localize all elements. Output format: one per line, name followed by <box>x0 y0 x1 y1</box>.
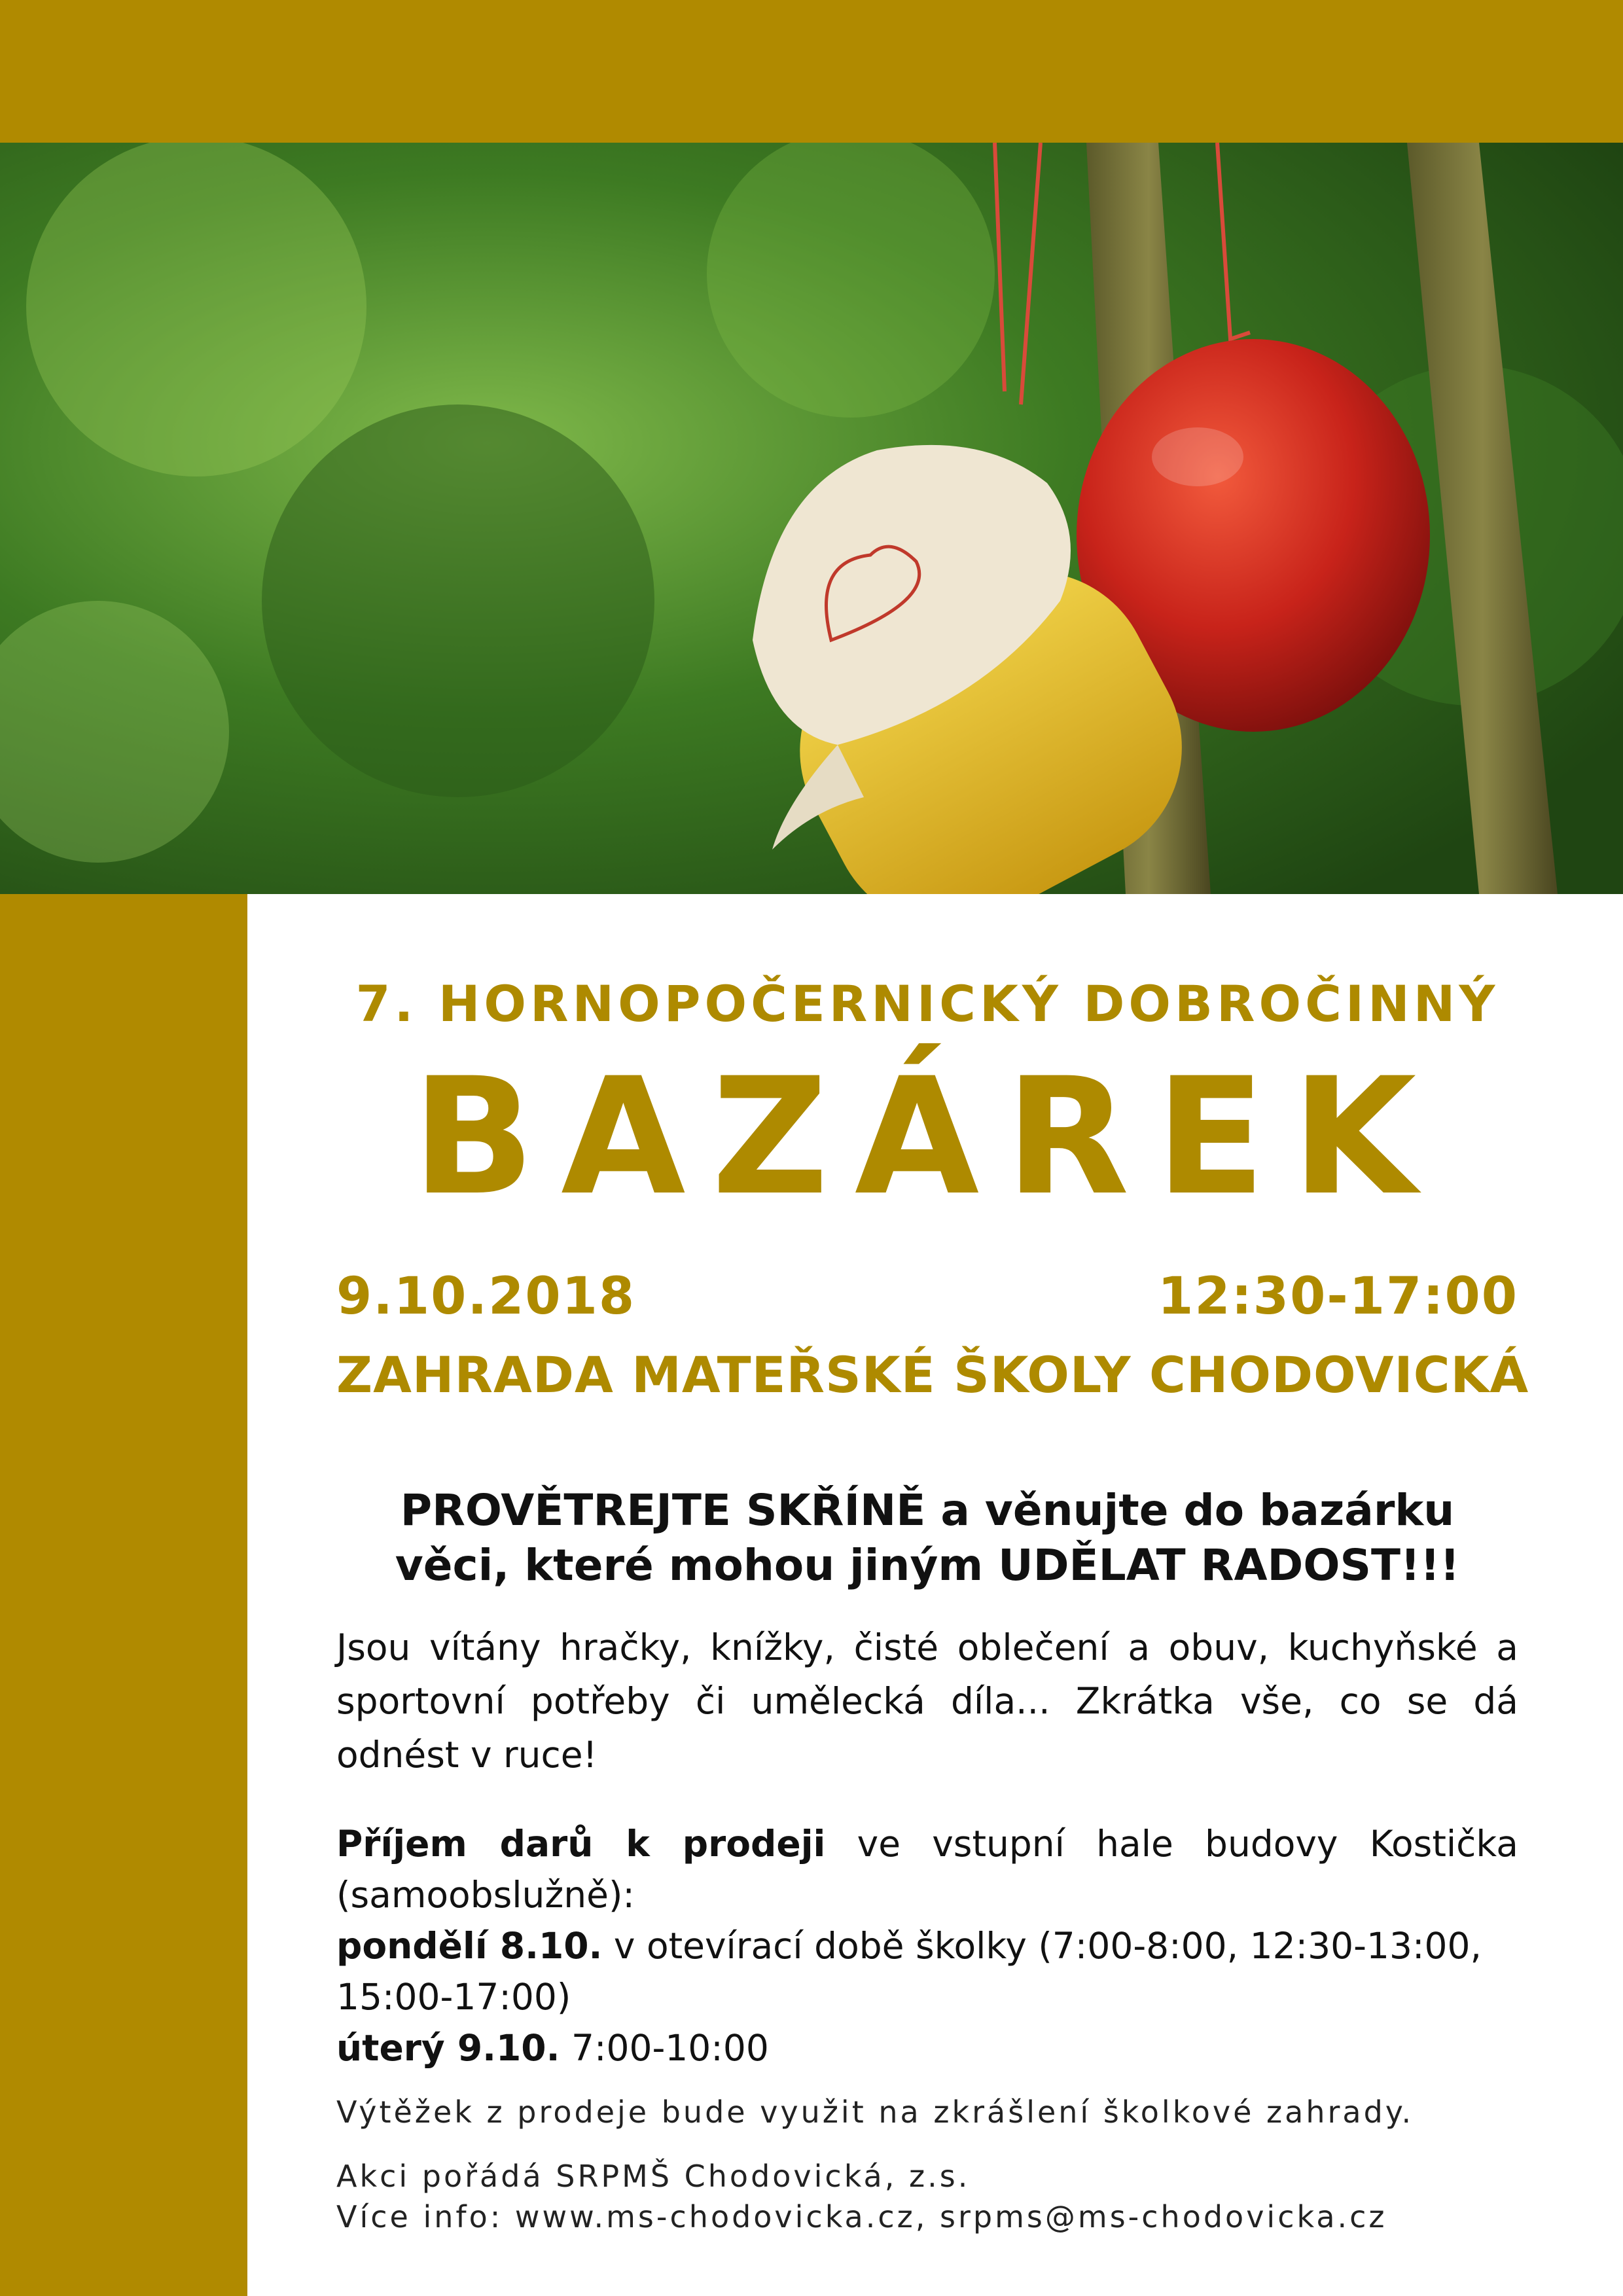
intake-line-1 <box>336 1818 1518 1869</box>
intake-day-2 <box>336 2022 1518 2073</box>
event-subtitle: 7. HORNOPOČERNICKÝ DOBROČINNÝ <box>355 975 1499 1033</box>
footer-contact <box>336 2156 1518 2237</box>
intro-paragraph: Jsou vítány hračky, knížky, čisté oblečení a obuv, kuchyňské a sportovní potřeby či umělecká díla... Zkrátka vše, co se dá odnést v ruce! <box>336 1626 1518 1776</box>
headline-line-1: PROVĚTREJTE SKŘÍNĚ a věnujte do bazárku <box>400 1485 1455 1535</box>
day1-label: pondělí 8.10. <box>336 1925 603 1967</box>
day1-text-continued: 15:00-17:00) <box>336 1976 571 2018</box>
event-time: 12:30-17:00 <box>1158 1267 1518 1326</box>
organizer-note: Akci pořádá SRPMŠ Chodovická, z.s. <box>336 2159 971 2194</box>
intake-label: Příjem darů k prodeji <box>336 1823 826 1865</box>
day2-label: úterý 9.10. <box>336 2027 560 2069</box>
jar-and-apple-photo <box>0 143 1623 894</box>
day1-text: v otevírací době školky (7:00-8:00, 12:30-13:00, <box>613 1925 1482 1967</box>
event-venue: ZAHRADA MATEŘSKÉ ŠKOLY CHODOVICKÁ <box>336 1346 1529 1404</box>
info-note: Více info: www.ms-chodovicka.cz, srpms@ms-chodovicka.cz <box>336 2199 1387 2234</box>
intake-mode: (samoobslužně): <box>336 1874 635 1916</box>
intake-section <box>336 1818 1518 2073</box>
date-time-row <box>336 1267 1518 1333</box>
event-title: BAZÁREK <box>412 1044 1443 1231</box>
headline-line-2: věci, které mohou jiným UDĚLAT RADOST!!! <box>395 1540 1460 1590</box>
proceeds-note: Výtěžek z prodeje bude využit na zkrášlení školkové zahrady. <box>336 2094 1414 2130</box>
headline <box>336 1483 1518 1593</box>
day2-text: 7:00-10:00 <box>571 2027 769 2069</box>
event-date: 9.10.2018 <box>336 1267 636 1326</box>
left-color-band <box>0 894 247 2296</box>
intake-day-1 <box>336 1920 1518 1971</box>
top-color-band <box>0 0 1623 143</box>
intake-location: ve vstupní hale budovy Kostička <box>857 1823 1518 1865</box>
